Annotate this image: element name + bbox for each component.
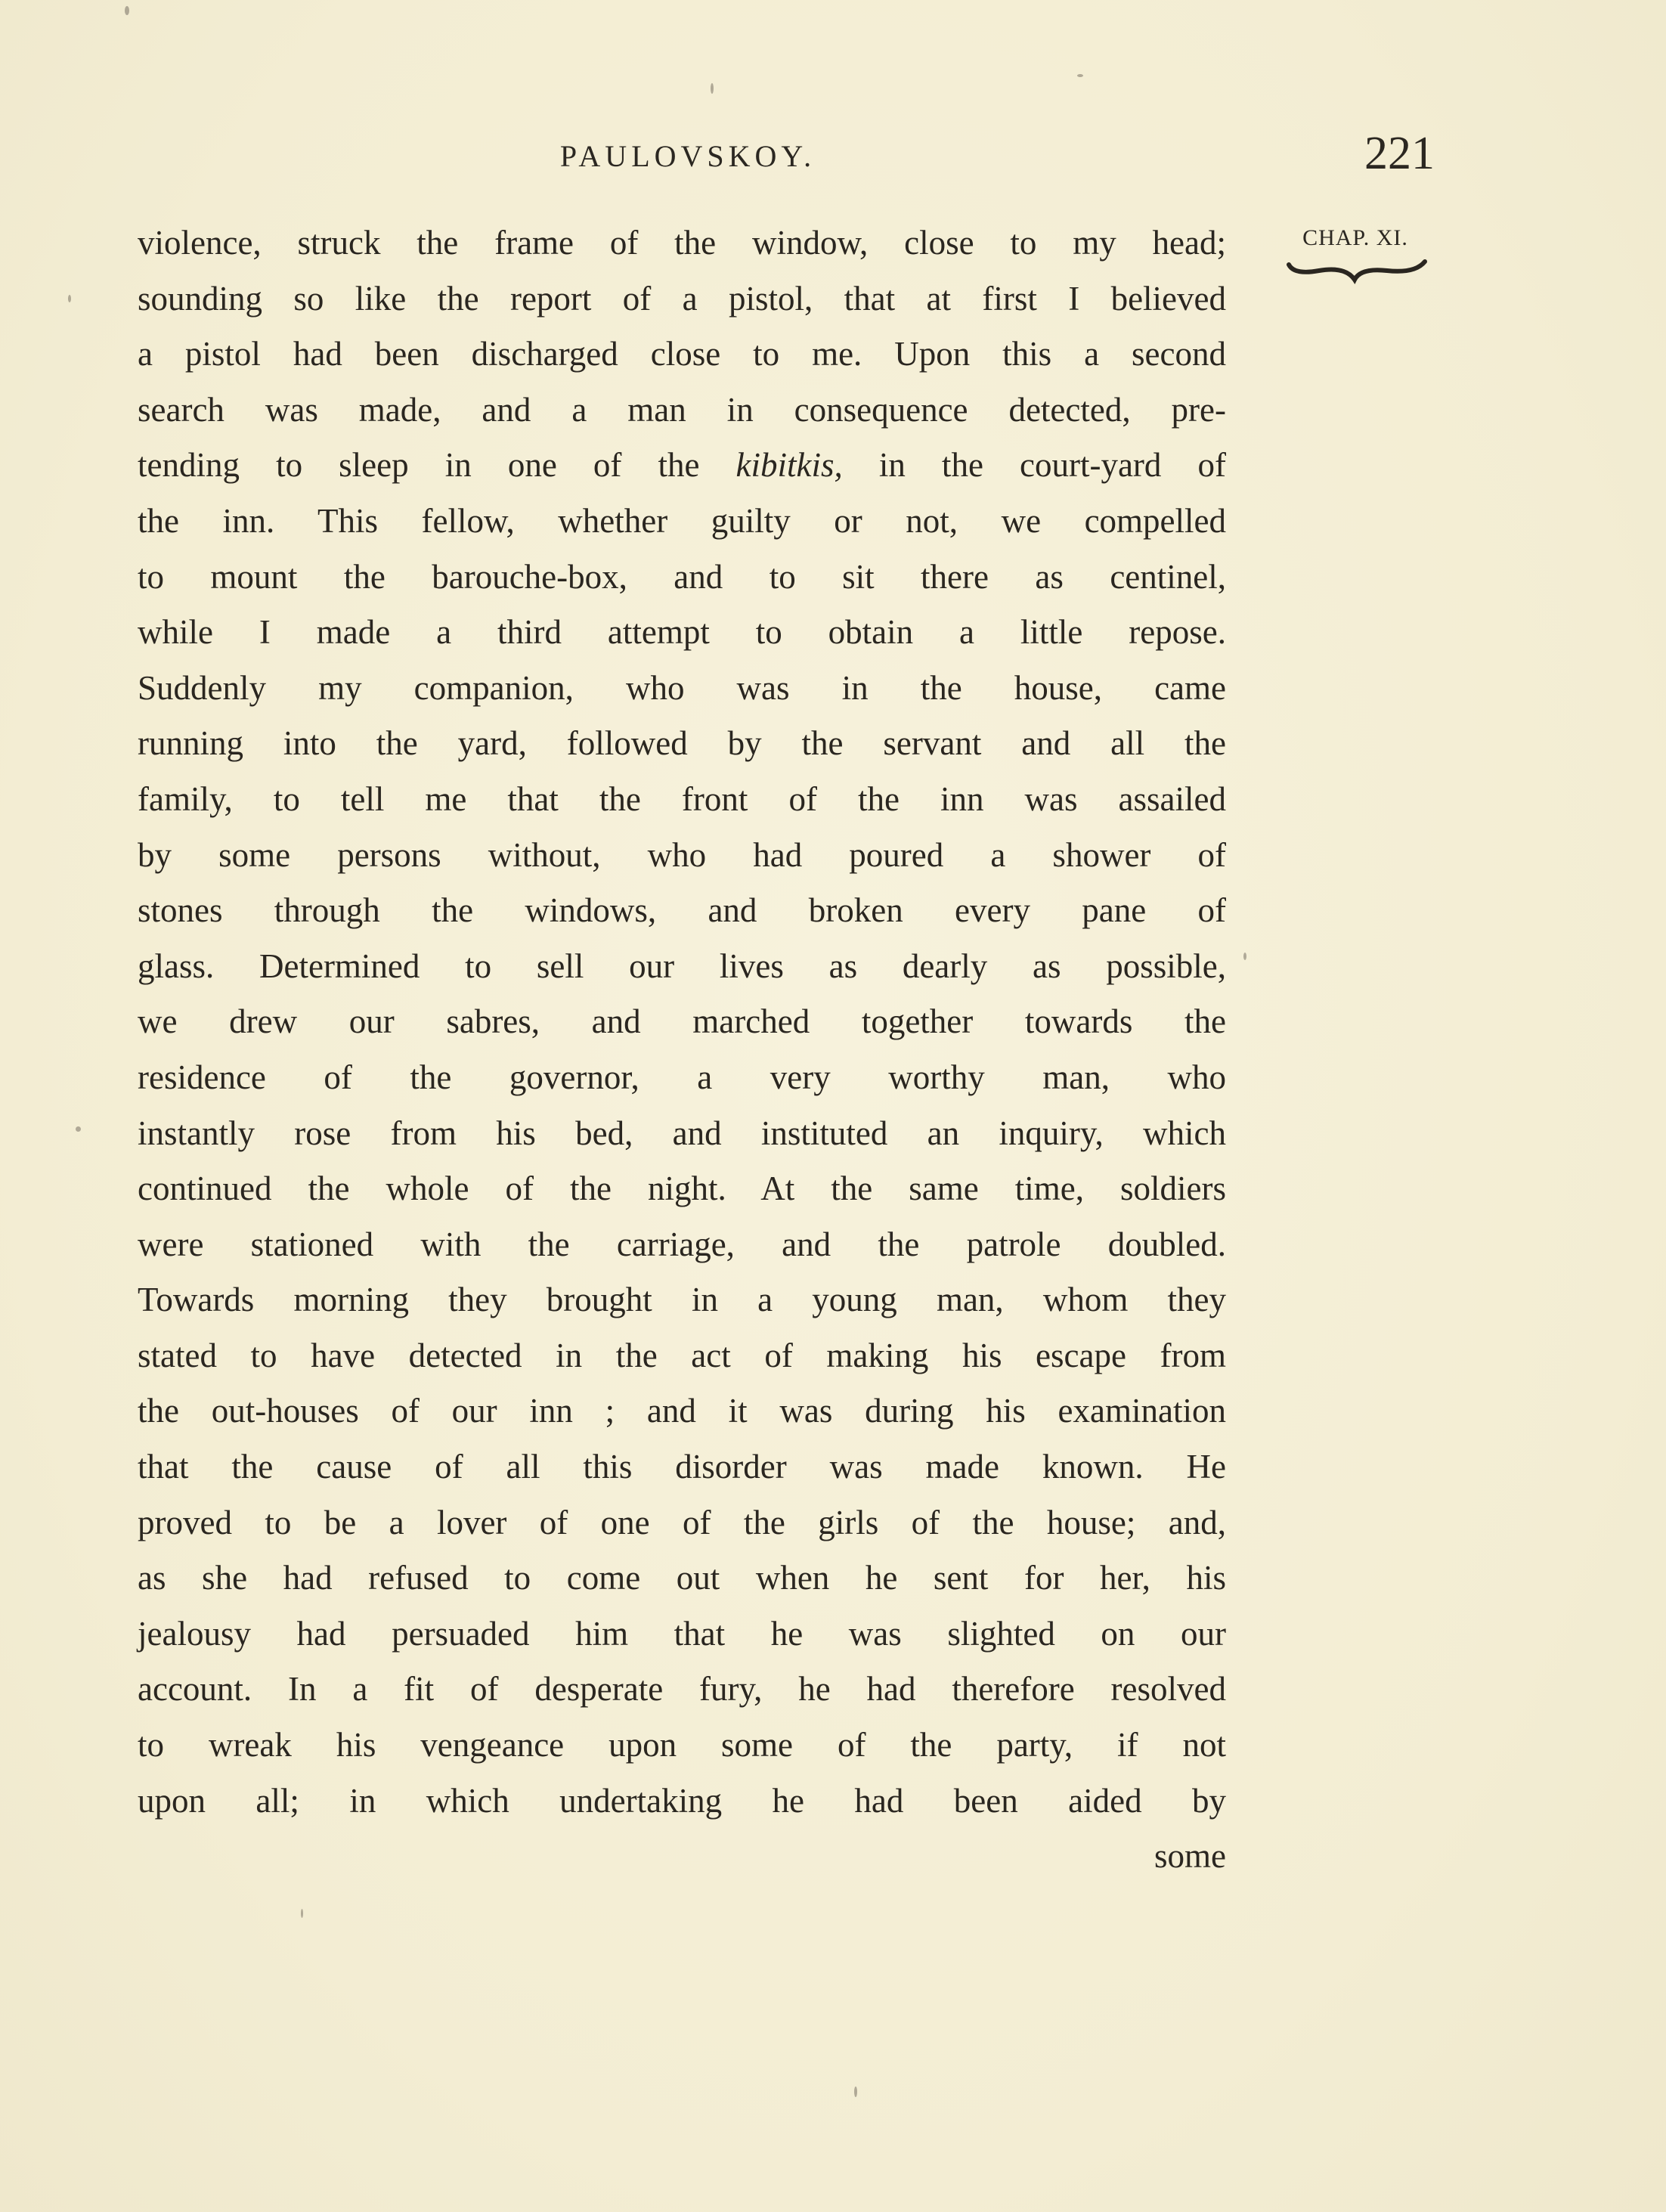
text-line: the out-houses of our inn ; and it was during his examination — [138, 1392, 1226, 1430]
page-number: 221 — [1364, 128, 1435, 179]
text-line: to mount the barouche-box, and to sit there as centinel, — [138, 557, 1226, 596]
text-line: the inn. This fellow, whether guilty or not, we compelled — [138, 501, 1226, 540]
text-line: search was made, and a man in consequence detected, pre- — [138, 390, 1226, 429]
text-line: instantly rose from his bed, and instituted an inquiry, which — [138, 1114, 1226, 1152]
text-line: a pistol had been discharged close to me. Upon this a second — [138, 335, 1226, 373]
running-head: PAULOVSKOY. — [559, 139, 816, 173]
text-line: by some persons without, who had poured a shower of — [138, 835, 1226, 874]
text-line: family, to tell me that the front of the inn was assailed — [138, 779, 1226, 818]
text-line: glass. Determined to sell our lives as dearly as possible, — [138, 946, 1226, 985]
text-line: residence of the governor, a very worthy man, who — [138, 1058, 1226, 1096]
text-line: account. In a fit of desperate fury, he had therefore resolved — [138, 1670, 1226, 1709]
text-line: as she had refused to come out when he sent for her, his — [138, 1559, 1226, 1597]
text-segment: in the court-yard of — [842, 446, 1226, 485]
text-line: jealousy had persuaded him that he was slighted on our — [138, 1614, 1226, 1653]
text-line: upon all; in which undertaking he had been aided by — [138, 1781, 1226, 1820]
text-line: we drew our sabres, and marched together towards the — [138, 1002, 1226, 1041]
text-line: stated to have detected in the act of making his escape from — [138, 1336, 1226, 1374]
text-line: that the cause of all this disorder was made known. He — [138, 1448, 1226, 1486]
chapter-marginal-note: CHAP. XI. — [1302, 225, 1408, 250]
paper-speck — [1077, 74, 1083, 77]
catchword: some — [1154, 1837, 1226, 1876]
paper-speck — [125, 6, 129, 15]
paper-speck — [711, 83, 714, 94]
text-line: Suddenly my companion, who was in the house, came — [138, 668, 1226, 707]
text-line: running into the yard, followed by the servant and all the — [138, 724, 1226, 763]
paper-speck — [68, 295, 71, 302]
text-line: while I made a third attempt to obtain a little repose. — [138, 613, 1226, 652]
text-line — [138, 438, 1226, 494]
text-line: continued the whole of the night. At the same time, soldiers — [138, 1170, 1226, 1208]
text-line: sounding so like the report of a pistol, that at first I believed — [138, 279, 1226, 318]
paper-speck — [76, 1126, 81, 1132]
paper-speck — [1243, 953, 1246, 960]
text-line: to wreak his vengeance upon some of the party, if not — [138, 1726, 1226, 1764]
text-line: stones through the windows, and broken every pane of — [138, 891, 1226, 930]
paper-speck — [854, 2087, 857, 2097]
text-line: were stationed with the carriage, and the patrole doubled. — [138, 1225, 1226, 1263]
body-text — [138, 215, 1226, 1885]
text-segment: tending to sleep in one of the — [138, 446, 736, 485]
text-line: proved to be a lover of one of the girls of the house; and, — [138, 1503, 1226, 1541]
italic-word: kibitkis, — [735, 446, 843, 485]
text-line: violence, struck the frame of the window, close to my head; — [138, 224, 1226, 262]
brace-icon — [1285, 257, 1429, 295]
text-line: Towards morning they brought in a young man, whom they — [138, 1281, 1226, 1319]
paper-speck — [301, 1909, 303, 1918]
